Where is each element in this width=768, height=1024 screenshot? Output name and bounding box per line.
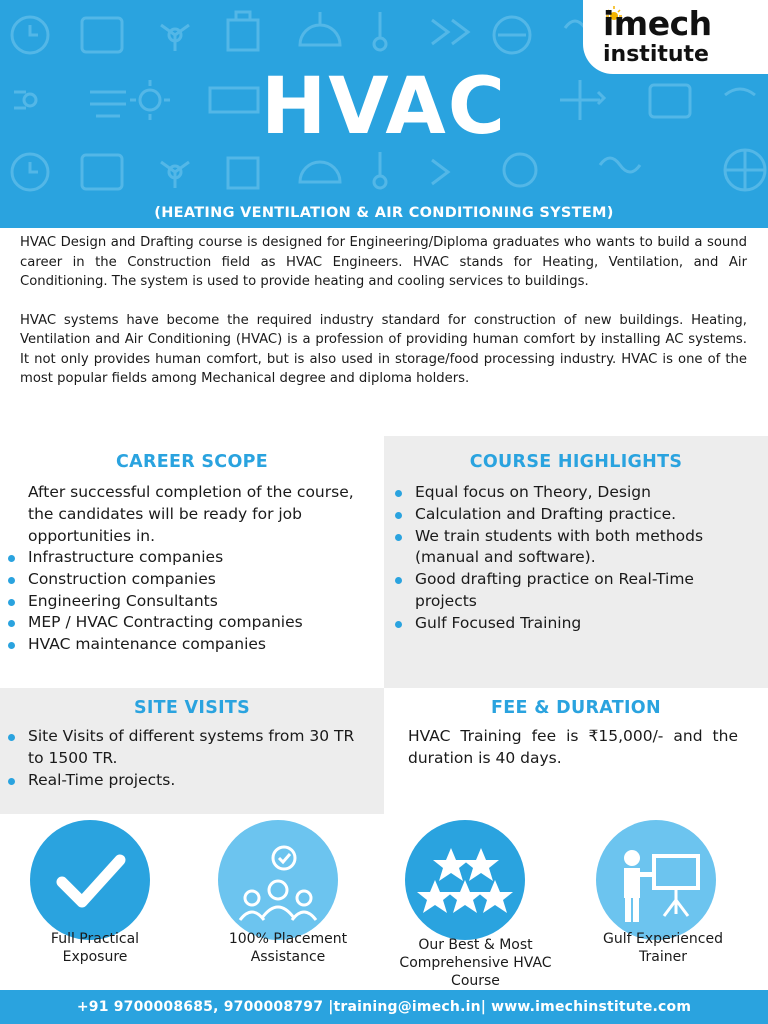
feature-course	[385, 820, 525, 940]
bullet-icon	[8, 778, 15, 785]
list-item: Infrastructure companies	[28, 547, 373, 569]
fee-duration-section	[384, 688, 768, 814]
team-icon	[218, 820, 338, 940]
page-subtitle: (HEATING VENTILATION & AIR CONDITIONING SYSTEM)	[154, 205, 614, 221]
list-item: Construction companies	[28, 569, 373, 591]
list-item: We train students with both methods (manual and software).	[415, 526, 760, 570]
site-visits-section	[0, 688, 384, 814]
feature-practical	[20, 820, 160, 940]
fee-duration-title: FEE & DURATION	[491, 698, 661, 718]
feature-trainer	[578, 820, 718, 940]
career-scope-title: CAREER SCOPE	[115, 452, 269, 472]
trainer-icon	[596, 820, 716, 940]
course-highlights-section	[384, 436, 768, 688]
career-scope-intro: After successful completion of the course, the candidates will be ready for job opportunities in.	[28, 483, 354, 545]
stars-icon	[405, 820, 525, 940]
site-visits-list	[28, 726, 373, 791]
site-visits-title: SITE VISITS	[133, 698, 251, 718]
bullet-icon	[395, 512, 402, 519]
list-item: Calculation and Drafting practice.	[415, 504, 760, 526]
list-item: Real-Time projects.	[28, 770, 373, 792]
course-highlights-title: COURSE HIGHLIGHTS	[469, 452, 683, 472]
feature-placement-label: 100% Placement Assistance	[228, 931, 348, 965]
checkmark-icon	[30, 820, 150, 940]
bullet-icon	[395, 490, 402, 497]
list-item: Good drafting practice on Real-Time projects	[415, 569, 760, 613]
bullet-icon	[395, 577, 402, 584]
list-item: HVAC maintenance companies	[28, 634, 373, 656]
list-item: Equal focus on Theory, Design	[415, 482, 760, 504]
list-item: Site Visits of different systems from 30 TR to 1500 TR.	[28, 726, 373, 770]
bullet-icon	[8, 599, 15, 606]
list-item: Engineering Consultants	[28, 591, 373, 613]
career-scope-list	[28, 547, 373, 656]
logo-subtext: institute	[603, 42, 709, 67]
bullet-icon	[8, 734, 15, 741]
bullet-icon	[8, 620, 15, 627]
bullet-icon	[8, 555, 15, 562]
page-title: HVAC	[261, 62, 507, 152]
list-item: MEP / HVAC Contracting companies	[28, 612, 373, 634]
hero-banner	[0, 0, 768, 228]
feature-placement	[200, 820, 340, 940]
intro-paragraph-2: HVAC systems have become the required industry standard for construction of new buildings. Heating, Ventilation and Air Conditioning (HVAC) is a profession of providing human comfort by installing AC systems. It not only provides human comfort, but is also used in storage/food processing industry. HVAC is one of the most popular fields among Mechanical degree and diploma holders.	[20, 312, 747, 386]
course-highlights-list	[415, 482, 760, 635]
intro-paragraph-1: HVAC Design and Drafting course is designed for Engineering/Diploma graduates who wants to build a sound career in the Construction field as HVAC Engineers. HVAC stands for Heating, Ventilation, and Air Conditioning. The system is used to provide heating and cooling services to buildings.	[20, 235, 747, 289]
bullet-icon	[395, 534, 402, 541]
intro-text	[20, 233, 747, 389]
bullet-icon	[395, 621, 402, 628]
feature-trainer-label: Gulf Experienced Trainer	[603, 931, 723, 965]
feature-practical-label: Full Practical Exposure	[50, 931, 140, 965]
feature-course-label: Our Best & Most Comprehensive HVAC Course	[399, 937, 552, 989]
bullet-icon	[8, 642, 15, 649]
bullet-icon	[8, 577, 15, 584]
fee-duration-text: HVAC Training fee is ₹15,000/- and the duration is 40 days.	[408, 727, 738, 767]
logo-wordmark: imech	[603, 4, 712, 43]
contact-footer: +91 9700008685, 9700008797 |training@imech.in| www.imechinstitute.com	[0, 990, 768, 1024]
list-item: Gulf Focused Training	[415, 613, 760, 635]
career-scope-section	[0, 436, 384, 688]
